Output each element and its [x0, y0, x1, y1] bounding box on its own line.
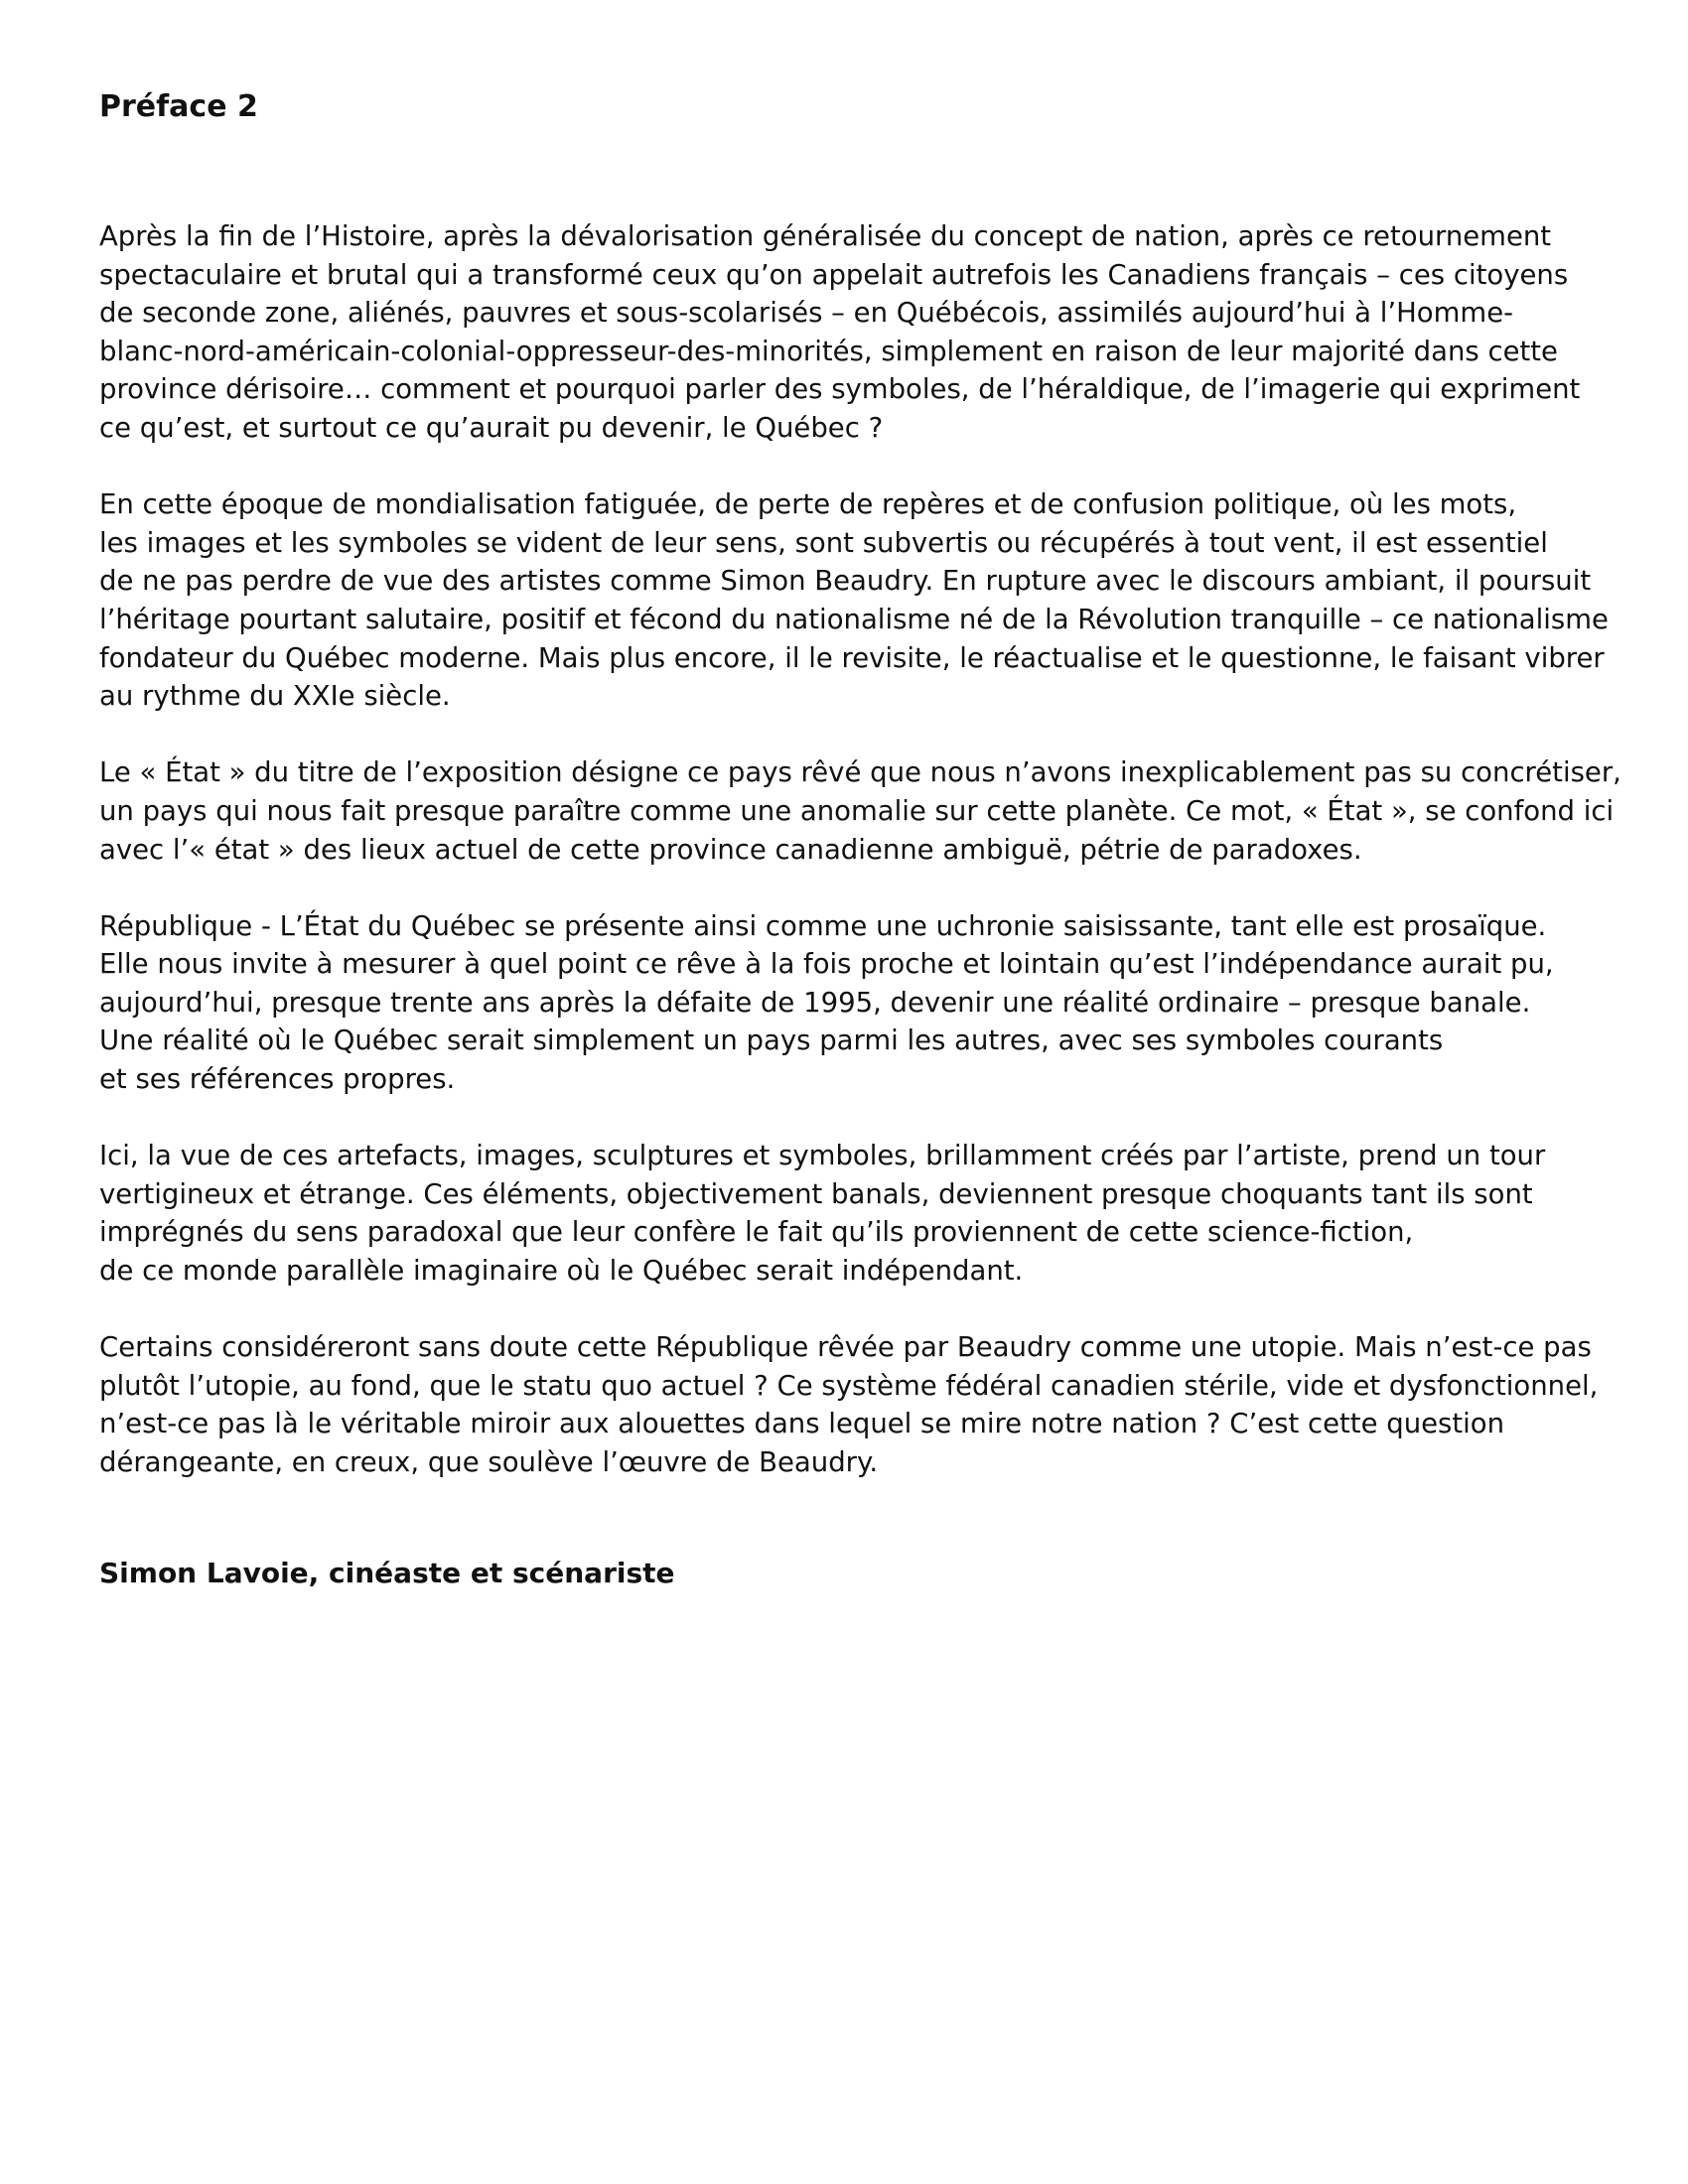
text-line: de ne pas perdre de vue des artistes comme Simon Beaudry. En rupture avec le discours ambiant, il poursuit [99, 565, 1592, 598]
author-signature: Simon Lavoie, cinéaste et scénariste [99, 1556, 675, 1589]
paragraph-1 [99, 217, 1609, 448]
text-line: Elle nous invite à mesurer à quel point ce rêve à la fois proche et lointain qu’est l’indépendance aurait pu, [99, 948, 1554, 981]
page-title: Préface 2 [99, 89, 258, 124]
text-line: imprégnés du sens paradoxal que leur confère le fait qu’ils proviennent de cette science-fiction, [99, 1216, 1414, 1249]
text-line: au rythme du XXIe siècle. [99, 680, 451, 713]
text-line: avec l’« état » des lieux actuel de cette province canadienne ambiguë, pétrie de paradoxes. [99, 833, 1362, 866]
body-text [99, 217, 1621, 1482]
paragraph-4 [99, 907, 1609, 1099]
text-line: blanc-nord-américain-colonial-oppresseur-des-minorités, simplement en raison de leur majorité dans cette [99, 335, 1558, 367]
text-line: Le « État » du titre de l’exposition désigne ce pays rêvé que nous n’avons inexplicablement pas su concrétiser, [99, 756, 1621, 789]
text-line: n’est-ce pas là le véritable miroir aux alouettes dans lequel se mire notre nation ? C’est cette question [99, 1408, 1505, 1440]
text-line: et ses références propres. [99, 1063, 456, 1096]
document-page [99, 87, 1621, 1593]
text-line: fondateur du Québec moderne. Mais plus encore, il le revisite, le réactualise et le questionne, le faisant vibrer [99, 641, 1605, 674]
text-line: spectaculaire et brutal qui a transformé ceux qu’on appelait autrefois les Canadiens français – ces citoyens [99, 258, 1569, 291]
text-line: dérangeante, en creux, que soulève l’œuvre de Beaudry. [99, 1446, 879, 1478]
paragraph-2 [99, 485, 1609, 716]
text-line: de ce monde parallèle imaginaire où le Québec serait indépendant. [99, 1255, 1024, 1288]
text-line: de seconde zone, aliénés, pauvres et sous-scolarisés – en Québécois, assimilés aujourd’hui à l’Homme- [99, 297, 1514, 330]
text-line: aujourd’hui, presque trente ans après la défaite de 1995, devenir une réalité ordinaire – presque banale. [99, 986, 1531, 1019]
text-line: l’héritage pourtant salutaire, positif et fécond du nationalisme né de la Révolution tranquille – ce nationalisme [99, 603, 1609, 635]
paragraph-6 [99, 1328, 1609, 1481]
text-line: vertigineux et étrange. Ces éléments, objectivement banals, deviennent presque choquants tant ils sont [99, 1177, 1533, 1210]
text-line: province dérisoire… comment et pourquoi parler des symboles, de l’héraldique, de l’imagerie qui expriment [99, 373, 1581, 406]
paragraph-5 [99, 1137, 1609, 1290]
text-line: un pays qui nous fait presque paraître comme une anomalie sur cette planète. Ce mot, « État », se confond ici [99, 794, 1615, 827]
text-line: Après la fin de l’Histoire, après la dévalorisation généralisée du concept de nation, après ce retournement [99, 220, 1552, 252]
text-line: ce qu’est, et surtout ce qu’aurait pu devenir, le Québec ? [99, 411, 884, 444]
text-line: plutôt l’utopie, au fond, que le statu quo actuel ? Ce système fédéral canadien stérile, vide et dysfonctionnel, [99, 1369, 1599, 1402]
text-line: Ici, la vue de ces artefacts, images, sculptures et symboles, brillamment créés par l’artiste, prend un tour [99, 1140, 1546, 1172]
text-line: les images et les symboles se vident de leur sens, sont subvertis ou récupérés à tout vent, il est essentiel [99, 526, 1548, 559]
text-line: Une réalité où le Québec serait simplement un pays parmi les autres, avec ses symboles courants [99, 1024, 1444, 1057]
text-line: Certains considéreront sans doute cette République rêvée par Beaudry comme une utopie. Mais n’est-ce pas [99, 1331, 1592, 1364]
text-line: En cette époque de mondialisation fatiguée, de perte de repères et de confusion politique, où les mots, [99, 488, 1517, 521]
text-line: République - L’État du Québec se présente ainsi comme une uchronie saisissante, tant elle est prosaïque. [99, 909, 1547, 942]
paragraph-3 [99, 753, 1621, 869]
